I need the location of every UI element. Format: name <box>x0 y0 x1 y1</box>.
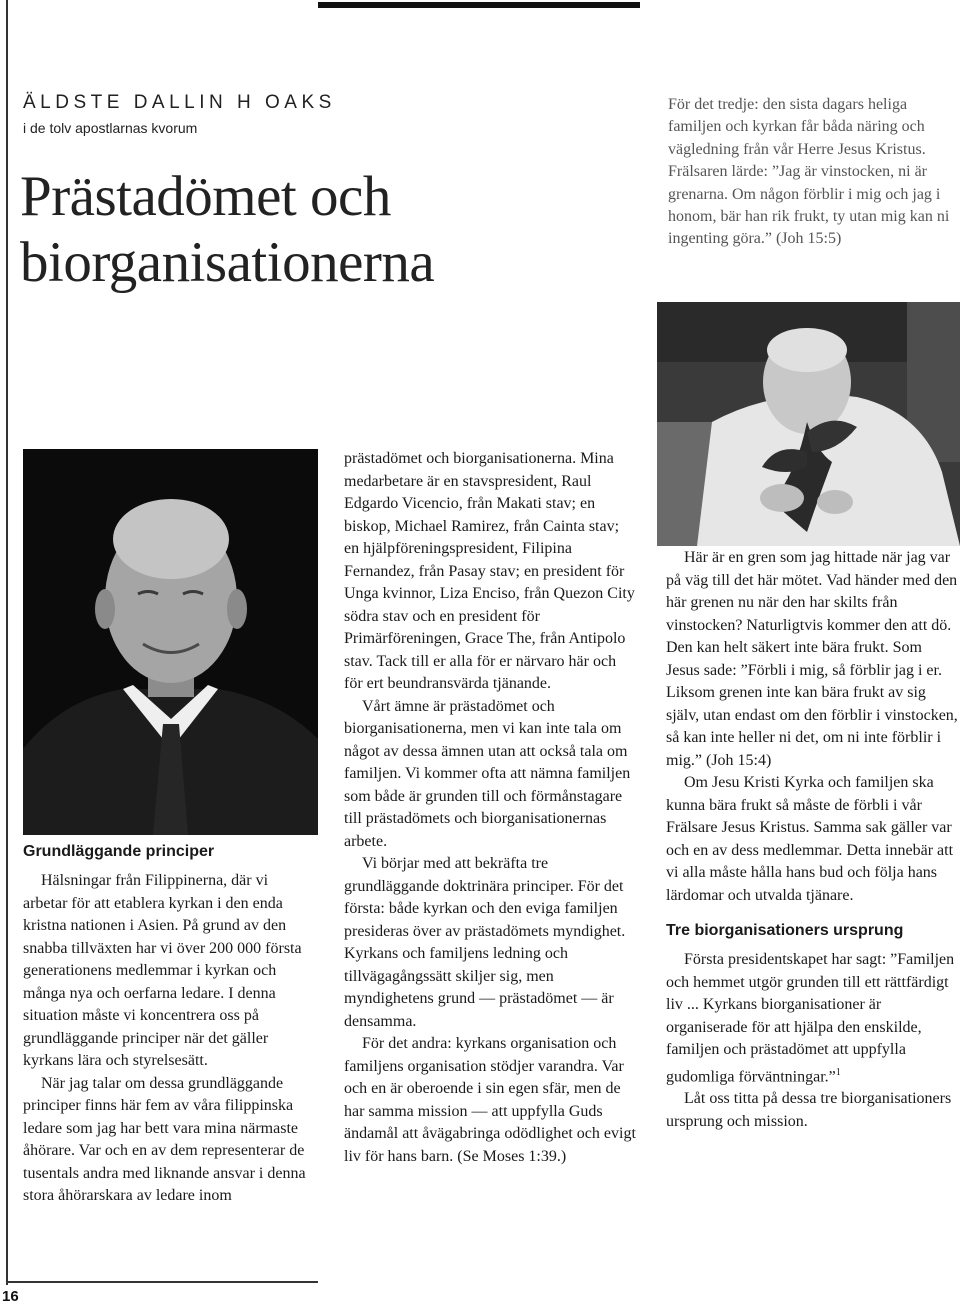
scripture-quote <box>668 94 958 251</box>
left-rule <box>6 0 8 1285</box>
paragraph: När jag talar om dessa grundläggande principer finns här fem av våra filippinska ledare som jag har bett vara mina närmaste åhörare. Var och en av dem representerar de tusentals andra med liknande ansvar i denna stora åhörarskara av ledare inom <box>23 1074 306 1204</box>
quote-text: Första presidentskapet har sagt: ”Familjen och hemmet utgör grunden till ett rättfärdigt liv ... Kyrkans biorganisationer är organiserade för att hjälpa den enskilde, familjen och prästadömet att uppfylla gudomliga förväntningar.” <box>666 951 955 1085</box>
page-number: 16 <box>2 1288 19 1305</box>
author-name: ÄLDSTE DALLIN H OAKS <box>23 92 336 113</box>
paragraph: Här är en gren som jag hittade när jag var på väg till det här mötet. Vad händer med den här grenen nu när den har skilts från vinstocken? Naturligtvis kommer den att dö. Den kan helt säkert inte bära frukt. Som Jesus sade: ”Förbli i mig, så förblir jag i er. Liksom grenen inte kan bära frukt av sig själv, utan endast om den förblir i vinstocken, så kan inte heller ni det, om ni inte förblir i mig.” (Joh 15:4) <box>666 549 958 769</box>
scripture-text: För det tredje: den sista dagars heliga familjen och kyrkan får båda näring och vägledning från vår Herre Jesus Kristus. Frälsaren lärde: ”Jag är vinstocken, ni är grenarna. Om någon förblir i mig och jag i honom, bär han rik frukt, ty utan mig kan ni ingenting göra.” <box>668 96 950 248</box>
paragraph: prästadömet och biorganisationerna. Mina medarbetare är en stavspresident, Raul Edgardo Vicencio, från Makati stav; en biskop, Michael Ramirez, från Cainta stav; en hjälpföreningspresident, Filipina Fernandez, från Pasay stav; en president för Unga kvinnor, Liza Enciso, från Quezon City södra stav och en president för Primärföreningen, Grace The, från Antipolo stav. Tack till er alla för er närvaro här och för ert beundransvärda tjänande. <box>344 450 635 692</box>
column-1 <box>23 842 315 1208</box>
speaker-photo-graphic <box>657 302 960 546</box>
bottom-rule <box>6 1281 318 1283</box>
column-2 <box>344 448 636 1168</box>
paragraph: Vi börjar med att bekräfta tre grundläggande doktrinära principer. För det första: både kyrkan och den eviga familjen presideras över av prästadömets myndighet. Kyrkans och familjens ledning och tillvägagångssätt skiljer sig, men myndighetens grund — prästadömet — är densamma. <box>344 855 626 1030</box>
paragraph: För det andra: kyrkans organisation och familjens organisation stödjer varandra. Var och en är oberoende i sin egen sfär, men de har samma mission — att uppfylla Guds ändamål att åvägabringa odödlighet och evigt liv för hans barn. (Se Moses 1:39.) <box>344 1035 636 1165</box>
top-rule <box>318 2 640 8</box>
paragraph: Hälsningar från Filippinerna, där vi arbetar för att etablera kyrkan i den enda kristna nationen i Asien. På grund av den snabba tillväxten har vi över 200 000 första generationens medlemmar i kyrkan och många nya och oerfarna ledare. I denna situation måste vi koncentrera oss på grundläggande principer när det gäller kyrkans lära och styrelsesätt. <box>23 872 302 1069</box>
portrait-photo <box>23 449 318 835</box>
paragraph <box>666 949 958 1088</box>
paragraph: Om Jesu Kristi Kyrka och familjen ska kunna bära frukt så måste de förbli i vår Frälsare Jesus Kristus. Samma sak gäller var och en av dess medlemmar. Detta innebär att vi alla måste hålla hans bud och följa hans lärdomar och utvalda tjänare. <box>666 774 954 904</box>
title-line-1: Prästadömet och <box>20 165 391 228</box>
paragraph: Låt oss titta på dessa tre biorganisationers ursprung och mission. <box>666 1090 952 1130</box>
column-3 <box>666 547 958 1133</box>
author-role: i de tolv apostlarnas kvorum <box>23 120 198 136</box>
speaker-photo <box>657 302 960 546</box>
portrait-photo-graphic <box>23 449 318 835</box>
section-heading-origins: Tre biorganisationers ursprung <box>666 922 904 939</box>
title-line-2: biorganisationerna <box>20 231 435 294</box>
footnote-marker: 1 <box>835 1066 841 1078</box>
section-heading-principles: Grundläggande principer <box>23 843 215 860</box>
scripture-reference: (Joh 15:5) <box>775 230 842 248</box>
article-title <box>20 164 490 296</box>
paragraph: Vårt ämne är prästadömet och biorganisationerna, men vi kan inte tala om något av dessa ämnen utan att också tala om familjen. Vi kommer ofta att nämna familjen som både är grunden till och förmånstagare till prästadömets och biorganisationernas arbete. <box>344 697 631 850</box>
